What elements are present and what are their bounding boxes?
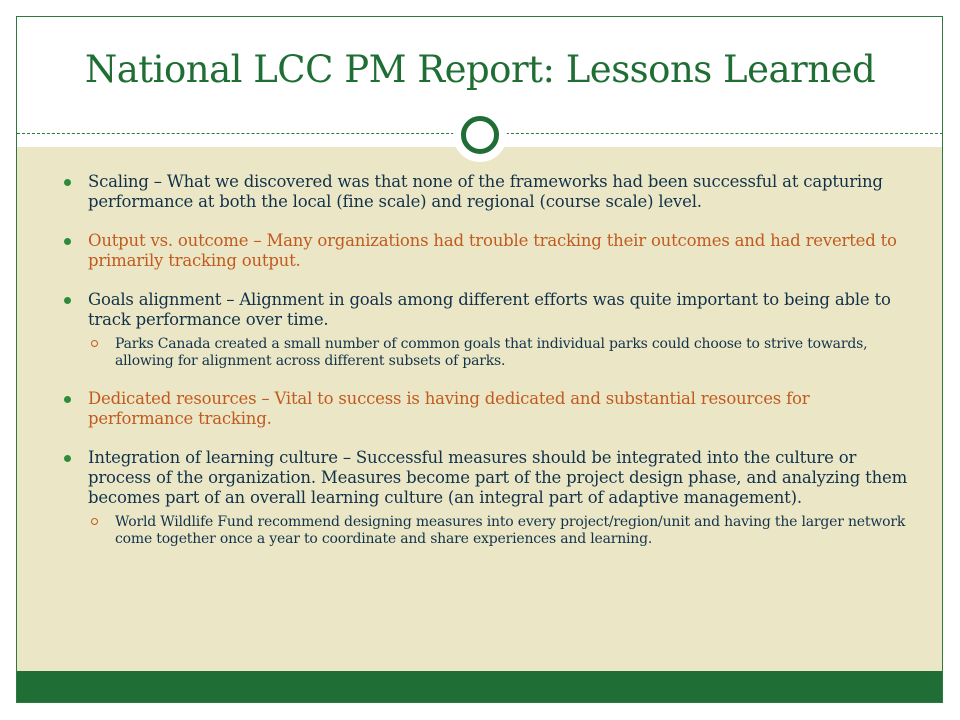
sub-bullet-list: [88, 336, 912, 370]
ring-ornament-icon: [453, 108, 507, 162]
bullet-dot-icon: [64, 455, 71, 462]
bullet-text: Dedicated resources – Vital to success is having dedicated and substantial resources for performance tracking.: [88, 389, 810, 428]
bullet-item-scaling: [62, 172, 912, 212]
slide-title: National LCC PM Report: Lessons Learned: [84, 48, 876, 91]
bullet-item-dedicated-resources: [62, 389, 912, 429]
sub-bullet-text: Parks Canada created a small number of common goals that individual parks could choose to strive towards, allowing for alignment across different subsets of parks.: [115, 336, 868, 369]
footer-bar: [17, 671, 942, 702]
sub-bullet-item: [88, 336, 912, 370]
bullet-item-output-outcome: [62, 231, 912, 271]
hollow-circle-bullet-icon: [91, 340, 98, 347]
bullet-text: Scaling – What we discovered was that none of the frameworks had been successful at capturing performance at both the local (fine scale) and regional (course scale) level.: [88, 172, 883, 211]
sub-bullet-list: [88, 514, 912, 548]
bullet-text: Integration of learning culture – Successful measures should be integrated into the culture or process of the organization. Measures become part of the project design phase, and analyzing them becomes part of an overall learning culture (an integral part of adaptive management).: [88, 448, 908, 507]
hollow-circle-bullet-icon: [91, 518, 98, 525]
sub-bullet-item: [88, 514, 912, 548]
bullet-text: Output vs. outcome – Many organizations had trouble tracking their outcomes and had reverted to primarily tracking output.: [88, 231, 897, 270]
bullet-list: [62, 172, 912, 567]
bullet-dot-icon: [64, 297, 71, 304]
bullet-dot-icon: [64, 238, 71, 245]
bullet-text: Goals alignment – Alignment in goals among different efforts was quite important to being able to track performance over time.: [88, 290, 891, 329]
bullet-dot-icon: [64, 179, 71, 186]
bullet-item-goals-alignment: [62, 290, 912, 370]
bullet-item-learning-culture: [62, 448, 912, 548]
bullet-dot-icon: [64, 396, 71, 403]
sub-bullet-text: World Wildlife Fund recommend designing measures into every project/region/unit and having the larger network come together once a year to coordinate and share experiences and learning.: [115, 514, 906, 547]
